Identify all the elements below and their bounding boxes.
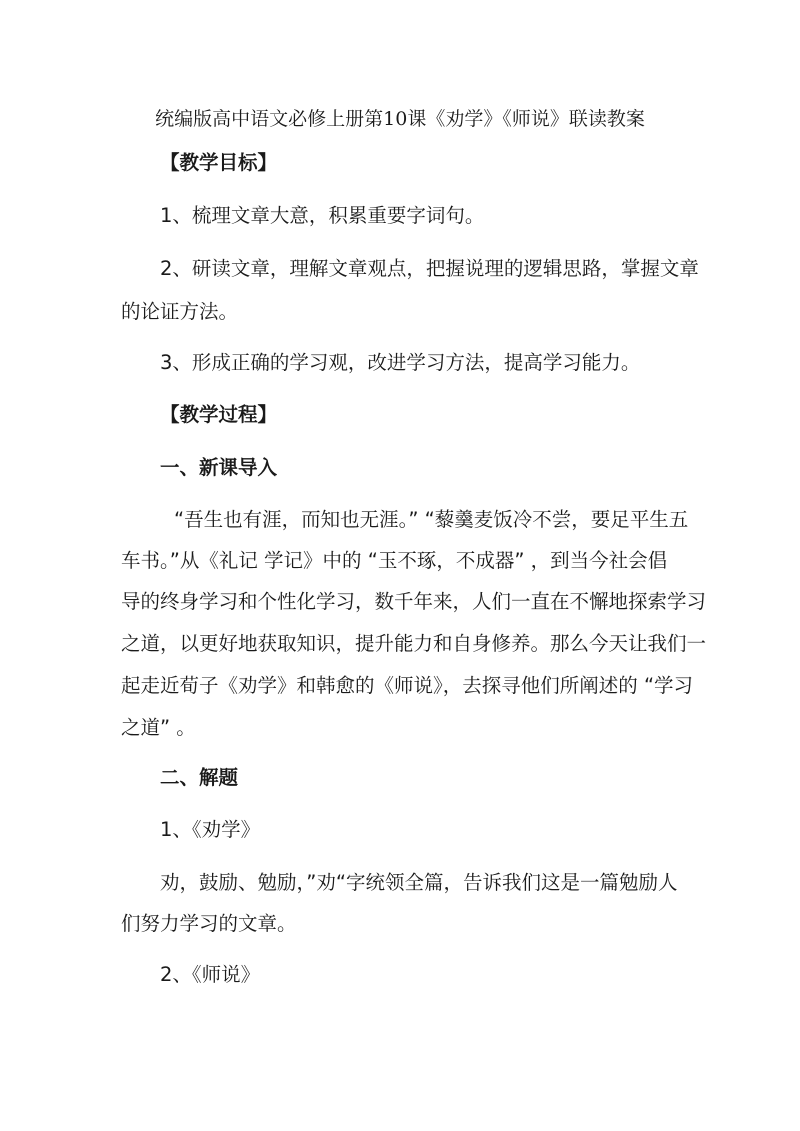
- quanxue-text-line-2: 们努力学习的文章。: [121, 912, 297, 935]
- intro-paragraph-line-6: 之道” 。: [121, 716, 196, 739]
- section-heading-process: 【教学过程】: [160, 403, 278, 426]
- document-title: 统编版高中语文必修上册第10课《劝学》《师说》联读教案: [155, 108, 645, 130]
- section-heading-objectives: 【教学目标】: [160, 151, 278, 174]
- intro-paragraph-line-4: 之道，以更好地获取知识，提升能力和自身修养。那么今天让我们一: [121, 632, 707, 655]
- intro-paragraph-line-2: 车书。”从《礼记 学记》中的 “玉不琢，不成器” ，到当今社会倡: [121, 549, 668, 572]
- objective-item-2-line-2: 的论证方法。: [121, 300, 239, 323]
- sub-heading-shishuo: 2、《师说》: [160, 963, 261, 986]
- part-heading-title-explanation: 二、解题: [160, 766, 239, 789]
- intro-paragraph-line-1: “吾生也有涯，而知也无涯。” “藜羹麦饭冷不尝，要足平生五: [174, 508, 689, 531]
- objective-item-1: 1、梳理文章大意，积累重要字词句。: [160, 204, 485, 227]
- objective-item-2-line-1: 2、研读文章，理解文章观点，把握说理的逻辑思路，掌握文章: [160, 257, 699, 280]
- intro-paragraph-line-5: 起走近荀子《劝学》和韩愈的《师说》，去探寻他们所阐述的 “学习: [121, 674, 694, 697]
- intro-paragraph-line-3: 导的终身学习和个性化学习，数千年来，人们一直在不懈地探索学习: [121, 590, 707, 613]
- part-heading-intro: 一、新课导入: [160, 456, 278, 479]
- objective-item-3: 3、形成正确的学习观，改进学习方法，提高学习能力。: [160, 351, 641, 374]
- sub-heading-quanxue: 1、《劝学》: [160, 818, 261, 841]
- quanxue-text-line-1: 劝，鼓励、勉励，”劝“字统领全篇，告诉我们这是一篇勉励人: [160, 871, 678, 894]
